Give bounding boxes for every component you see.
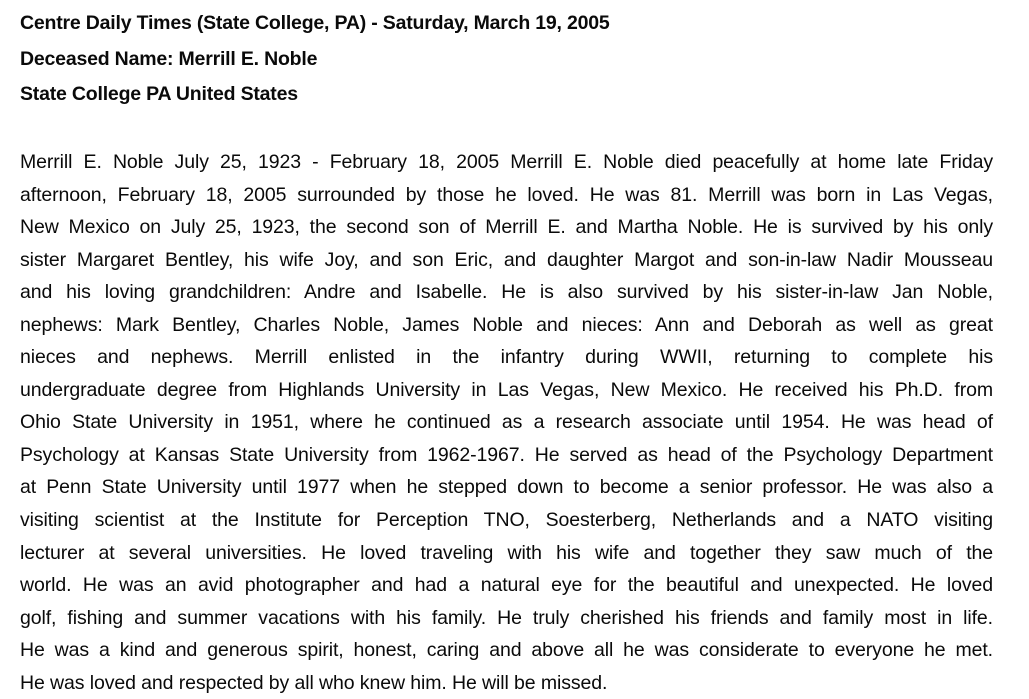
obituary-text-line: Psychology at Kansas State University from 1962-1967. He served as head of the Psychology Department (20, 443, 993, 466)
obituary-text-line: Merrill E. Noble July 25, 1923 - February 18, 2005 Merrill E. Noble died peacefully at home late Friday (20, 151, 993, 173)
document-header (20, 6, 993, 113)
publication-date-line: Centre Daily Times (State College, PA) - Saturday, March 19, 2005 (20, 12, 610, 34)
obituary-text-line: New Mexico on July 25, 1923, the second son of Merrill E. and Martha Noble. He is survived by his only (20, 216, 993, 239)
deceased-name-line: Deceased Name: Merrill E. Noble (20, 47, 318, 70)
obituary-text-line: and his loving grandchildren: Andre and Isabelle. He is also survived by his sister-in-law Jan Noble, (20, 281, 993, 304)
obituary-text-line: golf, fishing and summer vacations with his family. He truly cherished his friends and family most in life. (20, 606, 993, 629)
obituary-text-line: He was a kind and generous spirit, honest, caring and above all he was considerate to everyone he met. (20, 639, 993, 662)
obituary-text-line: nephews: Mark Bentley, Charles Noble, James Noble and nieces: Ann and Deborah as well as great (20, 313, 993, 336)
location-line: State College PA United States (20, 83, 298, 106)
obituary-text-line: sister Margaret Bentley, his wife Joy, and son Eric, and daughter Margot and son-in-law Nadir Mousseau (20, 248, 993, 271)
obituary-text-line: nieces and nephews. Merrill enlisted in the infantry during WWII, returning to complete his (20, 346, 993, 369)
obituary-text-line: afternoon, February 18, 2005 surrounded by those he loved. He was 81. Merrill was born in Las Vegas, (20, 183, 993, 206)
obituary-text-line: He was loved and respected by all who knew him. He will be missed. (20, 671, 608, 694)
obituary-text-line: at Penn State University until 1977 when he stepped down to become a senior professor. He was also a (20, 476, 993, 499)
obituary-text-line: Ohio State University in 1951, where he continued as a research associate until 1954. He was head of (20, 411, 993, 434)
obituary-text-line: world. He was an avid photographer and had a natural eye for the beautiful and unexpected. He loved (20, 574, 993, 597)
obituary-body (20, 146, 993, 699)
obituary-text-line: visiting scientist at the Institute for Perception TNO, Soesterberg, Netherlands and a NATO visiting (20, 509, 993, 532)
obituary-text-line: lecturer at several universities. He loved traveling with his wife and together they saw much of the (20, 541, 993, 564)
obituary-text-line: undergraduate degree from Highlands University in Las Vegas, New Mexico. He received his Ph.D. from (20, 378, 993, 401)
